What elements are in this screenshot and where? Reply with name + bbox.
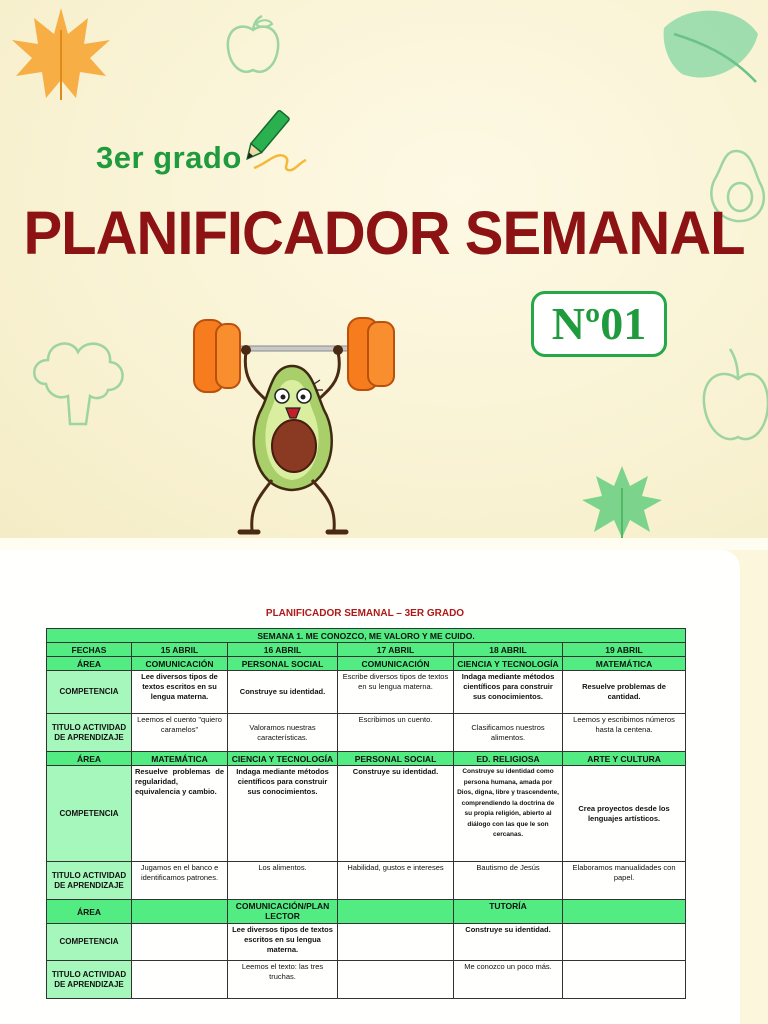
area-cell xyxy=(563,900,686,924)
date-cell: 16 ABRIL xyxy=(228,643,338,657)
competencia-cell: Construye su identidad. xyxy=(454,924,563,961)
table-row xyxy=(47,657,686,671)
green-leaf-small-icon xyxy=(580,462,664,538)
table-row xyxy=(47,766,686,862)
competencia-cell: Escribe diversos tipos de textos en su lengua materna. xyxy=(338,671,454,714)
competencia-cell: Indaga mediante métodos científicos para construir sus conocimientos. xyxy=(454,671,563,714)
date-cell: 17 ABRIL xyxy=(338,643,454,657)
area-label: ÁREA xyxy=(47,900,132,924)
competencia-cell: Lee diversos tipos de textos escritos en su lengua materna. xyxy=(132,671,228,714)
area-cell: CIENCIA Y TECNOLOGÍA xyxy=(228,752,338,766)
titulo-label: TITULO ACTIVIDAD DE APRENDIZAJE xyxy=(47,961,132,999)
table-row xyxy=(47,924,686,961)
pencil-icon xyxy=(236,108,308,176)
apple-outline-icon xyxy=(222,14,284,80)
area-cell xyxy=(338,900,454,924)
area-cell: PERSONAL SOCIAL xyxy=(338,752,454,766)
titulo-cell xyxy=(563,961,686,999)
number-badge: Nº01 xyxy=(531,291,667,357)
competencia-cell: Construye su identidad como persona humana, amada por Dios, digna, libre y trascendente, comprendiendo la doctrina de su propia religión, abierto al diálogo con las que le son cercanas. xyxy=(454,766,563,862)
maple-leaf-icon xyxy=(6,0,116,110)
titulo-cell: Jugamos en el banco e identificamos patrones. xyxy=(132,862,228,900)
titulo-cell: Habilidad, gustos e intereses xyxy=(338,862,454,900)
competencia-label: COMPETENCIA xyxy=(47,671,132,714)
table-row xyxy=(47,862,686,900)
titulo-cell: Bautismo de Jesús xyxy=(454,862,563,900)
grade-label: 3er grado xyxy=(96,140,242,175)
titulo-cell: Escribimos un cuento. xyxy=(338,714,454,752)
titulo-cell: Leemos el texto: las tres truchas. xyxy=(228,961,338,999)
titulo-cell: Elaboramos manualidades con papel. xyxy=(563,862,686,900)
competencia-cell: Construye su identidad. xyxy=(228,671,338,714)
main-title: PLANIFICADOR SEMANAL xyxy=(23,199,745,268)
titulo-label: TITULO ACTIVIDAD DE APRENDIZAJE xyxy=(47,862,132,900)
area-cell: COMUNICACIÓN xyxy=(338,657,454,671)
competencia-cell xyxy=(338,924,454,961)
titulo-cell: Clasificamos nuestros alimentos. xyxy=(454,714,563,752)
titulo-cell: Me conozco un poco más. xyxy=(454,961,563,999)
competencia-label: COMPETENCIA xyxy=(47,766,132,862)
competencia-cell: Resuelve problemas de cantidad. xyxy=(563,671,686,714)
date-cell: 19 ABRIL xyxy=(563,643,686,657)
area-label: ÁREA xyxy=(47,752,132,766)
area-cell xyxy=(132,900,228,924)
competencia-cell: Indaga mediante métodos científicos para construir sus conocimientos. xyxy=(228,766,338,862)
apple-outline-right-icon xyxy=(700,345,768,455)
area-cell: COMUNICACIÓN xyxy=(132,657,228,671)
titulo-cell: Leemos y escribimos números hasta la centena. xyxy=(563,714,686,752)
date-cell: 15 ABRIL xyxy=(132,643,228,657)
competencia-cell: Construye su identidad. xyxy=(338,766,454,862)
table-row xyxy=(47,671,686,714)
area-cell: MATEMÁTICA xyxy=(132,752,228,766)
fechas-label: FECHAS xyxy=(47,643,132,657)
titulo-cell: Leemos el cuento "quiero caramelos" xyxy=(132,714,228,752)
titulo-cell: Valoramos nuestras características. xyxy=(228,714,338,752)
table-row xyxy=(47,629,686,643)
page-separator xyxy=(0,538,768,550)
avocado-mascot-illustration xyxy=(180,300,410,538)
competencia-cell xyxy=(132,924,228,961)
competencia-cell: Crea proyectos desde los lenguajes artísticos. xyxy=(563,766,686,862)
broccoli-outline-icon xyxy=(26,334,130,430)
titulo-label: TITULO ACTIVIDAD DE APRENDIZAJE xyxy=(47,714,132,752)
table-row xyxy=(47,961,686,999)
weekly-planner-table xyxy=(46,628,686,999)
sheet-title: PLANIFICADOR SEMANAL – 3ER GRADO xyxy=(265,608,465,619)
area-cell: ARTE Y CULTURA xyxy=(563,752,686,766)
area-cell: ED. RELIGIOSA xyxy=(454,752,563,766)
table-row xyxy=(47,752,686,766)
date-cell: 18 ABRIL xyxy=(454,643,563,657)
table-row xyxy=(47,714,686,752)
area-cell: CIENCIA Y TECNOLOGÍA xyxy=(454,657,563,671)
area-cell: MATEMÁTICA xyxy=(563,657,686,671)
table-row xyxy=(47,900,686,924)
green-leaf-icon xyxy=(660,4,764,88)
titulo-cell: Los alimentos. xyxy=(228,862,338,900)
competencia-label: COMPETENCIA xyxy=(47,924,132,961)
area-cell: COMUNICACIÓN/PLAN LECTOR xyxy=(228,900,338,924)
area-cell: PERSONAL SOCIAL xyxy=(228,657,338,671)
competencia-cell xyxy=(563,924,686,961)
competencia-cell: Resuelve problemas de regularidad, equivalencia y cambio. xyxy=(132,766,228,862)
titulo-cell xyxy=(338,961,454,999)
competencia-cell: Lee diversos tipos de textos escritos en su lengua materna. xyxy=(228,924,338,961)
titulo-cell xyxy=(132,961,228,999)
week-header: SEMANA 1. ME CONOZCO, ME VALORO Y ME CUIDO. xyxy=(47,629,686,643)
table-row xyxy=(47,643,686,657)
area-label: ÁREA xyxy=(47,657,132,671)
area-cell: TUTORÍA xyxy=(454,900,563,924)
